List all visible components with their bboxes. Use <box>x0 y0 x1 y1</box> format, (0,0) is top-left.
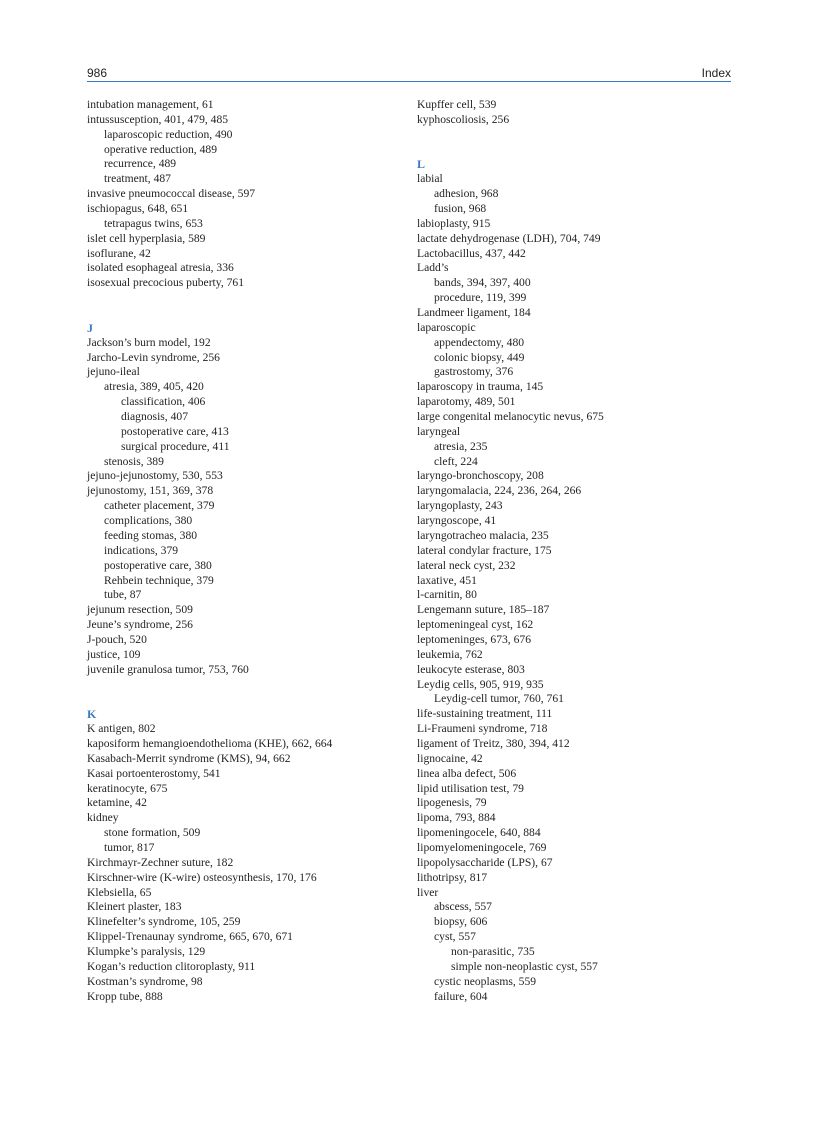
index-entry: lignocaine, 42 <box>417 751 483 765</box>
index-entry: Jackson’s burn model, 192 <box>87 335 211 349</box>
index-entry: l-carnitin, 80 <box>417 588 477 602</box>
index-group-i <box>87 98 407 291</box>
index-subentry: simple non-neoplastic cyst, 557 <box>451 959 598 973</box>
index-entry: linea alba defect, 506 <box>417 766 517 780</box>
index-entry: Kupffer cell, 539 <box>417 98 497 111</box>
index-entry: Jeune’s syndrome, 256 <box>87 618 193 632</box>
index-entry: lipomeningocele, 640, 884 <box>417 826 541 840</box>
index-entry: islet cell hyperplasia, 589 <box>87 231 206 245</box>
index-entry: laparoscopic <box>417 320 476 334</box>
index-subentry: adhesion, 968 <box>434 187 499 201</box>
index-entry: jejuno-ileal <box>87 365 140 379</box>
index-entry: kaposiform hemangioendothelioma (KHE), 662, 664 <box>87 736 333 750</box>
index-entry: jejuno-jejunostomy, 530, 553 <box>87 469 223 483</box>
index-entry: laxative, 451 <box>417 573 477 587</box>
index-entry: isolated esophageal atresia, 336 <box>87 261 234 275</box>
index-entry: leptomeningeal cyst, 162 <box>417 618 534 632</box>
header-rule <box>87 81 731 82</box>
index-subentry: treatment, 487 <box>104 172 171 186</box>
index-entry: large congenital melanocytic nevus, 675 <box>417 410 604 424</box>
letter-heading-j: J <box>87 320 93 335</box>
index-entry: Kropp tube, 888 <box>87 989 163 1003</box>
index-subentry: surgical procedure, 411 <box>121 439 230 453</box>
index-entry: labial <box>417 172 443 186</box>
index-entry: lipogenesis, 79 <box>417 796 487 810</box>
index-group-k-continued <box>417 98 737 128</box>
index-entry: kidney <box>87 811 119 825</box>
index-entry: laparotomy, 489, 501 <box>417 395 516 409</box>
index-subentry: postoperative care, 380 <box>104 558 212 572</box>
index-entry: laryngo-bronchoscopy, 208 <box>417 469 544 483</box>
index-entry: Landmeer ligament, 184 <box>417 306 531 320</box>
index-entry: laryngoscope, 41 <box>417 514 497 528</box>
index-entry: Kasai portoenterostomy, 541 <box>87 766 221 780</box>
index-entry: K antigen, 802 <box>87 722 156 736</box>
index-entry: Leydig cells, 905, 919, 935 <box>417 677 544 691</box>
index-column-left <box>87 98 407 1004</box>
index-entry: kyphoscoliosis, 256 <box>417 112 510 126</box>
index-subentry: tetrapagus twins, 653 <box>104 216 203 230</box>
index-entry: Li-Fraumeni syndrome, 718 <box>417 722 548 736</box>
index-group-j <box>87 336 407 678</box>
index-entry: laparoscopy in trauma, 145 <box>417 380 544 394</box>
index-entry: Kleinert plaster, 183 <box>87 900 182 914</box>
index-entry: justice, 109 <box>87 647 141 661</box>
index-entry: Lengemann suture, 185–187 <box>417 603 550 617</box>
index-subentry: gastrostomy, 376 <box>434 365 514 379</box>
page-number: 986 <box>87 66 108 80</box>
index-entry: Klebsiella, 65 <box>87 885 152 899</box>
index-subentry: colonic biopsy, 449 <box>434 350 525 364</box>
index-entry: ligament of Treitz, 380, 394, 412 <box>417 736 570 750</box>
letter-heading-l: L <box>417 157 426 172</box>
index-subentry: diagnosis, 407 <box>121 410 188 424</box>
index-entry: laryngomalacia, 224, 236, 264, 266 <box>417 484 582 498</box>
section-title: Index <box>701 66 731 80</box>
index-subentry: bands, 394, 397, 400 <box>434 276 531 290</box>
page-header <box>87 63 731 83</box>
index-group-l <box>417 172 737 1004</box>
index-subentry: appendectomy, 480 <box>434 335 525 349</box>
index-entry: lipid utilisation test, 79 <box>417 781 524 795</box>
index-subentry: cleft, 224 <box>434 454 478 468</box>
index-entry: laryngotracheo malacia, 235 <box>417 528 549 542</box>
index-entry: lithotripsy, 817 <box>417 870 488 884</box>
index-entry: J-pouch, 520 <box>87 632 147 646</box>
index-entry: invasive pneumococcal disease, 597 <box>87 187 256 201</box>
index-entry: jejunostomy, 151, 369, 378 <box>87 484 214 498</box>
index-subentry: fusion, 968 <box>434 202 487 216</box>
index-subentry: operative reduction, 489 <box>104 142 217 156</box>
index-subentry: Leydig-cell tumor, 760, 761 <box>434 692 564 706</box>
index-entry: ketamine, 42 <box>87 796 147 810</box>
index-entry: lipopolysaccharide (LPS), 67 <box>417 855 553 869</box>
index-entry: Jarcho-Levin syndrome, 256 <box>87 350 220 364</box>
index-entry: keratinocyte, 675 <box>87 781 168 795</box>
index-subentry: failure, 604 <box>434 989 488 1003</box>
index-subentry: abscess, 557 <box>434 900 492 914</box>
index-entry: lipomyelomeningocele, 769 <box>417 840 547 854</box>
index-subentry: tube, 87 <box>104 588 142 602</box>
index-column-right <box>417 98 737 1004</box>
index-subentry: cyst, 557 <box>434 930 476 944</box>
index-entry: isoflurane, 42 <box>87 246 151 260</box>
index-subentry: atresia, 235 <box>434 439 488 453</box>
index-subentry: procedure, 119, 399 <box>434 291 527 305</box>
index-entry: Kostman’s syndrome, 98 <box>87 974 203 988</box>
index-entry: Kirchmayr-Zechner suture, 182 <box>87 855 234 869</box>
index-group-k <box>87 722 407 1004</box>
index-subentry: feeding stomas, 380 <box>104 528 198 542</box>
index-subentry: Rehbein technique, 379 <box>104 573 214 587</box>
index-subentry: indications, 379 <box>104 543 179 557</box>
index-entry: lateral condylar fracture, 175 <box>417 543 552 557</box>
index-subentry: biopsy, 606 <box>434 915 488 929</box>
index-entry: Kogan’s reduction clitoroplasty, 911 <box>87 959 256 973</box>
index-entry: labioplasty, 915 <box>417 216 491 230</box>
index-entry: leukemia, 762 <box>417 647 483 661</box>
index-entry: ischiopagus, 648, 651 <box>87 202 189 216</box>
index-subentry: tumor, 817 <box>104 840 155 854</box>
index-subentry: catheter placement, 379 <box>104 499 215 513</box>
index-entry: life-sustaining treatment, 111 <box>417 707 553 721</box>
index-entry: leukocyte esterase, 803 <box>417 662 525 676</box>
index-entry: Kirschner-wire (K-wire) osteosynthesis, 170, 176 <box>87 870 317 884</box>
index-entry: laryngoplasty, 243 <box>417 499 503 513</box>
index-entry: Klinefelter’s syndrome, 105, 259 <box>87 915 241 929</box>
index-entry: liver <box>417 885 439 899</box>
index-entry: leptomeninges, 673, 676 <box>417 632 531 646</box>
index-entry: lipoma, 793, 884 <box>417 811 496 825</box>
index-subentry: cystic neoplasms, 559 <box>434 974 537 988</box>
index-subentry: atresia, 389, 405, 420 <box>104 380 204 394</box>
index-subentry: stenosis, 389 <box>104 454 164 468</box>
letter-heading-k: K <box>87 707 97 722</box>
index-entry: intubation management, 61 <box>87 98 214 111</box>
index-entry: laryngeal <box>417 424 461 438</box>
index-entry: Klumpke’s paralysis, 129 <box>87 944 206 958</box>
index-entry: juvenile granulosa tumor, 753, 760 <box>87 662 249 676</box>
index-entry: lateral neck cyst, 232 <box>417 558 516 572</box>
index-subentry: non-parasitic, 735 <box>451 944 535 958</box>
index-subentry: stone formation, 509 <box>104 826 201 840</box>
index-entry: isosexual precocious puberty, 761 <box>87 276 245 290</box>
index-entry: Kasabach-Merrit syndrome (KMS), 94, 662 <box>87 751 291 765</box>
index-entry: jejunum resection, 509 <box>87 603 193 617</box>
index-entry: lactate dehydrogenase (LDH), 704, 749 <box>417 231 601 245</box>
index-subentry: classification, 406 <box>121 395 206 409</box>
index-entry: Lactobacillus, 437, 442 <box>417 246 526 260</box>
index-subentry: complications, 380 <box>104 514 193 528</box>
index-entry: Ladd’s <box>417 261 449 275</box>
index-entry: Klippel-Trenaunay syndrome, 665, 670, 671 <box>87 930 293 944</box>
index-subentry: laparoscopic reduction, 490 <box>104 127 233 141</box>
index-entry: intussusception, 401, 479, 485 <box>87 112 229 126</box>
index-subentry: postoperative care, 413 <box>121 424 229 438</box>
index-subentry: recurrence, 489 <box>104 157 177 171</box>
